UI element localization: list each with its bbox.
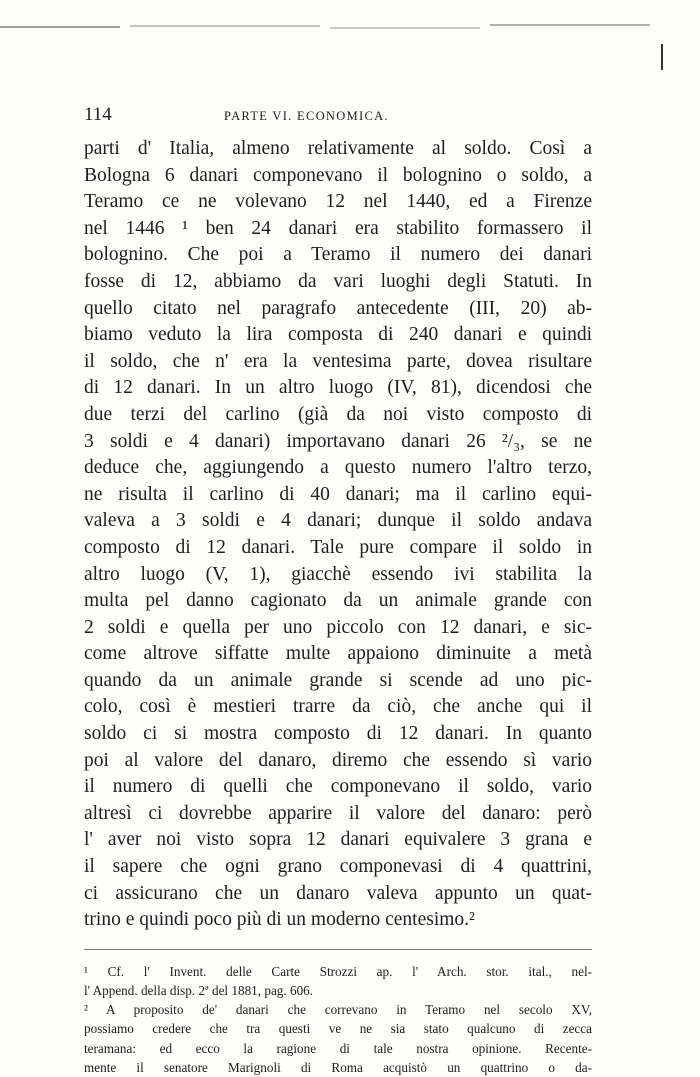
text-line: composto di 12 danari. Tale pure compare il soldo in <box>84 536 592 558</box>
text-line: bolognino. Che poi a Teramo il numero dei danari <box>84 244 592 266</box>
text-line: di 12 danari. In un altro luogo (IV, 81), dicendosi che <box>84 377 592 399</box>
text-line: fosse di 12, abbiamo da vari luoghi degli Statuti. In <box>84 270 592 292</box>
text-line: altro luogo (V, 1), giacchè essendo ivi stabilita la <box>84 563 592 585</box>
running-head <box>84 104 592 132</box>
text-line: il numero di quelli che componevano il soldo, vario <box>84 776 592 798</box>
text-line: 3 soldi e 4 danari) importavano danari 26 ²/₃, se ne <box>84 430 592 452</box>
text-line: ne risulta il carlino di 40 danari; ma il carlino equi- <box>84 483 592 505</box>
running-title: PARTE VI. ECONOMICA. <box>224 109 389 123</box>
footnote-line: ² A proposito de' danari che correvano in Teramo nel secolo XV, <box>84 1002 592 1018</box>
footnote-line: teramana: ed ecco la ragione di tale nostra opinione. Recente- <box>84 1040 592 1056</box>
footnote-line: mente il senatore Marignoli di Roma acquistò un quattrino o da- <box>84 1059 592 1075</box>
text-line: il sapere che ogni grano componevasi di 4 quattrini, <box>84 856 592 878</box>
text-line: parti d' Italia, almeno relativamente al soldo. Così a <box>84 138 592 159</box>
text-line: il soldo, che n' era la ventesima parte, dovea risultare <box>84 350 592 372</box>
text-line: l' aver noi visto sopra 12 danari equivalere 3 grana e <box>84 829 592 851</box>
text-line: multa pel danno cagionato da un animale grande con <box>84 590 592 612</box>
text-line: soldo ci si mostra composto di 12 danari. In quanto <box>84 723 592 745</box>
text-line: due terzi del carlino (già da noi visto composto di <box>84 403 592 425</box>
text-line: biamo veduto la lira composta di 240 danari e quindi <box>84 324 592 346</box>
page-number: 114 <box>84 104 112 125</box>
text-line: come altrove siffatte multe appaiono diminuite a metà <box>84 643 592 665</box>
footnote-line: l' Append. della disp. 2ª del 1881, pag. 606. <box>84 983 314 998</box>
text-line: valeva a 3 soldi e 4 danari; dunque il soldo andava <box>84 510 592 532</box>
text-line: nel 1446 ¹ ben 24 danari era stabilito formassero il <box>84 217 592 239</box>
text-line: Teramo ce ne volevano 12 nel 1440, ed a Firenze <box>84 191 592 213</box>
footnote-line: ¹ Cf. l' Invent. delle Carte Strozzi ap. l' Arch. stor. ital., nel- <box>84 963 592 979</box>
scan-edge-artifact <box>0 22 700 36</box>
text-line: deduce che, aggiungendo a questo numero l'altro terzo, <box>84 457 592 479</box>
text-line: 2 soldi e quella per uno piccolo con 12 danari, e sic- <box>84 616 592 638</box>
text-line: quello citato nel paragrafo antecedente (III, 20) ab- <box>84 297 592 319</box>
footnotes <box>84 962 592 1077</box>
text-line: Bologna 6 danari componevano il bolognino o soldo, a <box>84 164 592 186</box>
footnote-line: possiamo credere che tra questi ve ne sia stato qualcuno di zecca <box>84 1021 592 1037</box>
text-line: poi al valore del danaro, diremo che essendo sì vario <box>84 749 592 771</box>
text-line: trino e quindi poco più di un moderno centesimo.² <box>84 909 475 931</box>
book-page <box>84 104 592 1077</box>
body-text <box>84 136 592 934</box>
text-line: altresì ci dovrebbe apparire il valore del danaro: però <box>84 802 592 824</box>
margin-mark <box>661 44 663 70</box>
text-line: quando da un animale grande si scende ad uno pic- <box>84 669 592 691</box>
footnote-rule <box>84 949 592 950</box>
text-line: colo, così è mestieri trarre da ciò, che anche qui il <box>84 696 592 718</box>
text-line: ci assicurano che un danaro valeva appunto un quat- <box>84 882 592 904</box>
